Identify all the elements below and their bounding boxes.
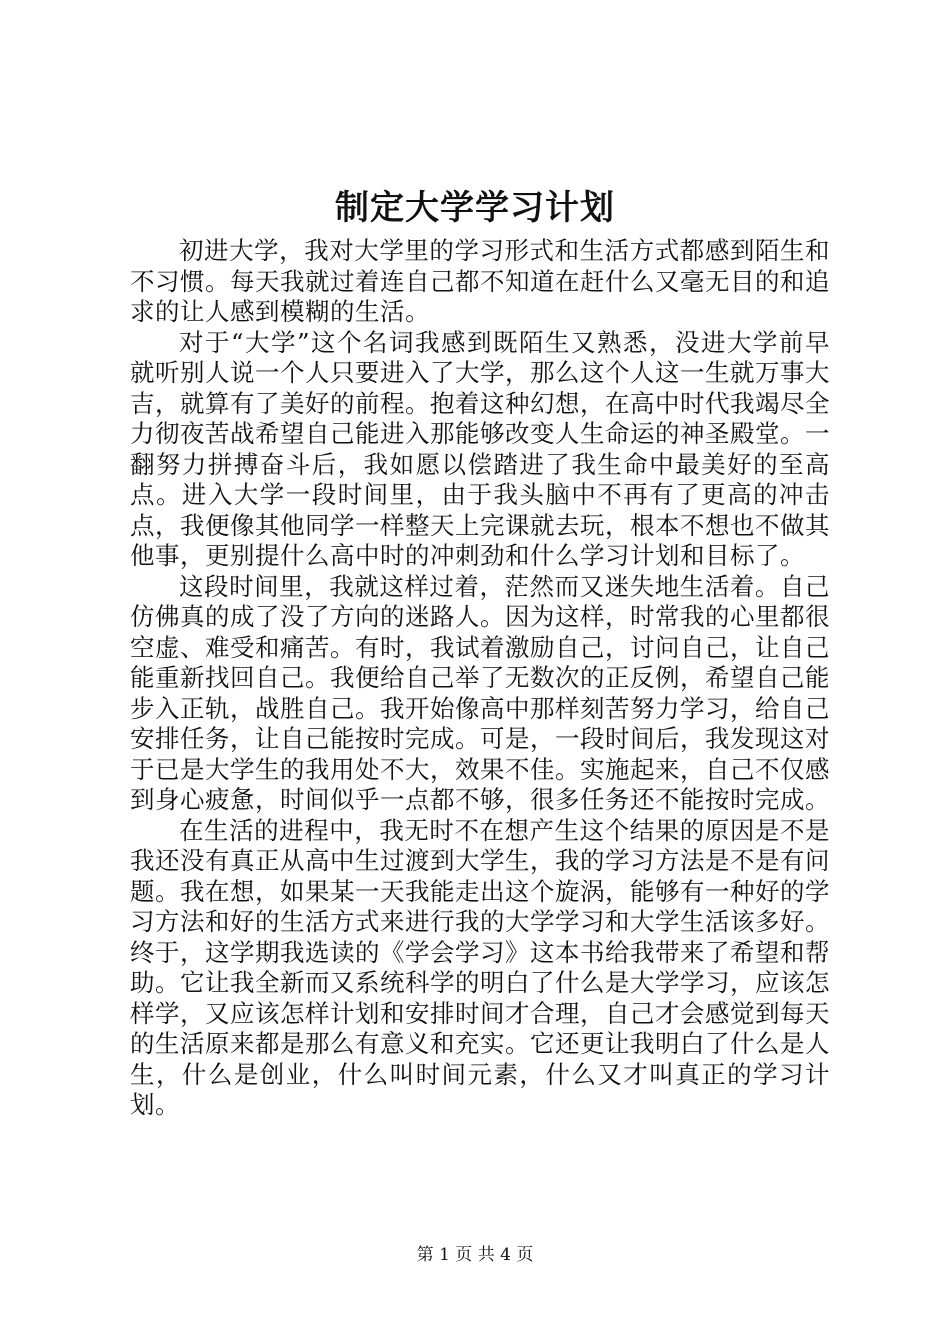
- paragraph-1: 初进大学，我对大学里的学习形式和生活方式都感到陌生和不习惯。每天我就过着连自己都不知道在赶什么又毫无目的和追求的让人感到模糊的生活。: [130, 236, 830, 326]
- document-body: [130, 236, 830, 1121]
- paragraph-2: 对于“大学”这个名词我感到既陌生又熟悉，没进大学前早就听别人说一个人只要进入了大学，那么这个人这一生就万事大吉，就算有了美好的前程。抱着这种幻想，在高中时代我竭尽全力彻夜苦战希望自己能进入那能够改变人生命运的神圣殿堂。一翻努力拼搏奋斗后，我如愿以偿踏进了我生命中最美好的至高点。进入大学一段时间里，由于我头脑中不再有了更高的冲击点，我便像其他同学一样整天上完课就去玩，根本不想也不做其他事，更别提什么高中时的冲刺劲和什么学习计划和目标了。: [130, 327, 830, 570]
- paragraph-3: 这段时间里，我就这样过着，茫然而又迷失地生活着。自己仿佛真的成了没了方向的迷路人。因为这样，时常我的心里都很空虚、难受和痛苦。有时，我试着激励自己，讨问自己，让自己能重新找回自己。我便给自己举了无数次的正反例，希望自己能步入正轨，战胜自己。我开始像高中那样刻苦努力学习，给自己安排任务，让自己能按时完成。可是，一段时间后，我发现这对于已是大学生的我用处不大，效果不佳。实施起来，自己不仅感到身心疲惫，时间似乎一点都不够，很多任务还不能按时完成。: [130, 571, 830, 814]
- document-title: 制定大学学习计划: [335, 188, 615, 228]
- page-number-footer: 第 1 页 共 4 页: [416, 1245, 534, 1265]
- paragraph-4: 在生活的进程中，我无时不在想产生这个结果的原因是不是我还没有真正从高中生过渡到大学生，我的学习方法是不是有问题。我在想，如果某一天我能走出这个旋涡，能够有一种好的学习方法和好的生活方式来进行我的大学学习和大学生活该多好。终于，这学期我选读的《学会学习》这本书给我带来了希望和帮助。它让我全新而又系统科学的明白了什么是大学学习，应该怎样学，又应该怎样计划和安排时间才合理，自己才会感觉到每天的生活原来都是那么有意义和充实。它还更让我明白了什么是人生，什么是创业，什么叫时间元素，什么又才叫真正的学习计划。: [130, 815, 830, 1119]
